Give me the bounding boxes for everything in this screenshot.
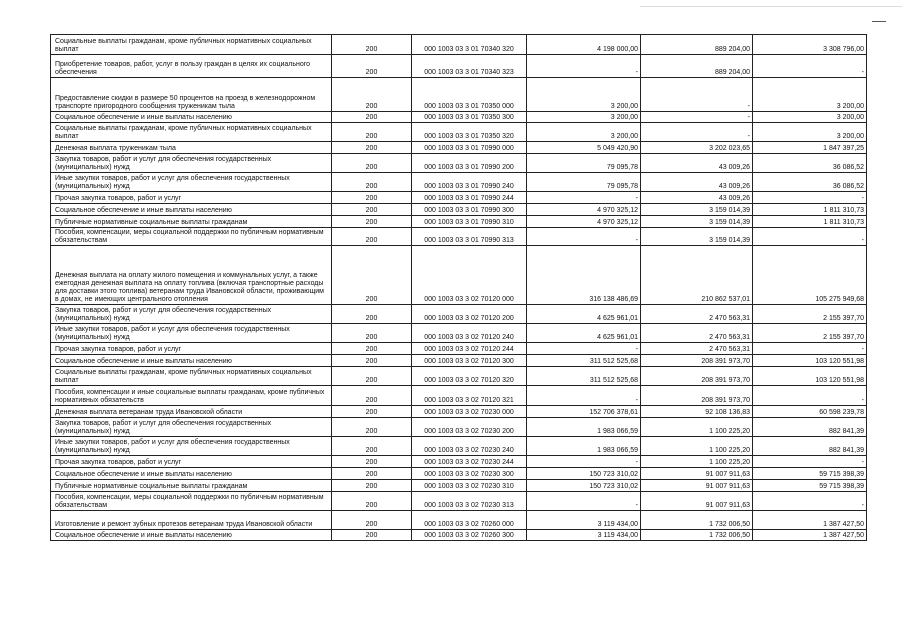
- cell-exec: 1 732 006,50: [641, 530, 753, 541]
- cell-code: 000 1003 03 3 01 70990 300: [412, 204, 527, 216]
- cell-admin: 200: [332, 367, 412, 386]
- cell-exec: 1 732 006,50: [641, 511, 753, 530]
- cell-rest: 59 715 398,39: [753, 468, 867, 480]
- table-row: [51, 406, 867, 418]
- cell-rest: 882 841,39: [753, 418, 867, 437]
- cell-plan: 79 095,78: [527, 154, 641, 173]
- cell-rest: -: [753, 228, 867, 246]
- cell-exec: 91 007 911,63: [641, 480, 753, 492]
- cell-plan: -: [527, 343, 641, 355]
- cell-name: Предоставление скидки в размере 50 процентов на проезд в железнодорожном транспорте пригородного сообщения труженикам тыла: [51, 78, 332, 112]
- cell-plan: 316 138 486,69: [527, 246, 641, 305]
- cell-exec: -: [641, 78, 753, 112]
- table-row: [51, 386, 867, 406]
- cell-admin: 200: [332, 228, 412, 246]
- cell-plan: 150 723 310,02: [527, 480, 641, 492]
- cell-code: 000 1003 03 3 01 70990 200: [412, 154, 527, 173]
- cell-plan: 311 512 525,68: [527, 367, 641, 386]
- cell-plan: 3 119 434,00: [527, 511, 641, 530]
- cell-exec: 2 470 563,31: [641, 343, 753, 355]
- table-row: [51, 112, 867, 123]
- cell-code: 000 1003 03 3 01 70350 320: [412, 123, 527, 142]
- cell-exec: 1 100 225,20: [641, 456, 753, 468]
- cell-exec: -: [641, 123, 753, 142]
- table-row: [51, 367, 867, 386]
- cell-name: Пособия, компенсации и иные социальные выплаты гражданам, кроме публичных нормативных обязательств: [51, 386, 332, 406]
- cell-rest: 1 387 427,50: [753, 511, 867, 530]
- table-row: [51, 437, 867, 456]
- cell-admin: 200: [332, 55, 412, 78]
- cell-name: Социальное обеспечение и иные выплаты населению: [51, 204, 332, 216]
- cell-exec: 889 204,00: [641, 55, 753, 78]
- cell-name: Социальные выплаты гражданам, кроме публичных нормативных социальных выплат: [51, 123, 332, 142]
- cell-code: 000 1003 03 3 02 70120 000: [412, 246, 527, 305]
- cell-name: Социальное обеспечение и иные выплаты населению: [51, 468, 332, 480]
- cell-plan: 3 119 434,00: [527, 530, 641, 541]
- cell-plan: -: [527, 492, 641, 511]
- table-row: [51, 492, 867, 511]
- cell-code: 000 1003 03 3 02 70230 200: [412, 418, 527, 437]
- cell-name: Прочая закупка товаров, работ и услуг: [51, 343, 332, 355]
- table-row: [51, 456, 867, 468]
- cell-plan: -: [527, 228, 641, 246]
- cell-name: Денежная выплата на оплату жилого помещения и коммунальных услуг, а также ежегодная денежная выплата на оплату топлива (включая транспортные расходы для доставки этого топлива) ветеранам труда Ивановской области, проживающим в домах, не имеющих центрального отопления: [51, 246, 332, 305]
- cell-admin: 200: [332, 456, 412, 468]
- cell-admin: 200: [332, 468, 412, 480]
- cell-exec: 210 862 537,01: [641, 246, 753, 305]
- cell-plan: 150 723 310,02: [527, 468, 641, 480]
- table-row: [51, 216, 867, 228]
- cell-exec: 92 108 136,83: [641, 406, 753, 418]
- cell-rest: 36 086,52: [753, 173, 867, 192]
- cell-code: 000 1003 03 3 01 70350 000: [412, 78, 527, 112]
- cell-admin: 200: [332, 437, 412, 456]
- cell-exec: 1 100 225,20: [641, 437, 753, 456]
- cell-rest: 3 200,00: [753, 123, 867, 142]
- cell-exec: 43 009,26: [641, 154, 753, 173]
- cell-code: 000 1003 03 3 02 70230 300: [412, 468, 527, 480]
- cell-name: Публичные нормативные социальные выплаты гражданам: [51, 480, 332, 492]
- cell-exec: 1 100 225,20: [641, 418, 753, 437]
- cell-admin: 200: [332, 343, 412, 355]
- cell-exec: 43 009,26: [641, 173, 753, 192]
- cell-code: 000 1003 03 3 01 70340 320: [412, 35, 527, 55]
- cell-plan: 3 200,00: [527, 78, 641, 112]
- cell-admin: 200: [332, 480, 412, 492]
- cell-admin: 200: [332, 246, 412, 305]
- cell-admin: 200: [332, 406, 412, 418]
- cell-plan: -: [527, 386, 641, 406]
- cell-plan: 1 983 066,59: [527, 418, 641, 437]
- cell-code: 000 1003 03 3 02 70260 300: [412, 530, 527, 541]
- cell-rest: 882 841,39: [753, 437, 867, 456]
- cell-code: 000 1003 03 3 01 70340 323: [412, 55, 527, 78]
- cell-admin: 200: [332, 112, 412, 123]
- cell-admin: 200: [332, 192, 412, 204]
- cell-admin: 200: [332, 154, 412, 173]
- cell-plan: 4 625 961,01: [527, 305, 641, 324]
- cell-exec: 43 009,26: [641, 192, 753, 204]
- cell-code: 000 1003 03 3 02 70230 310: [412, 480, 527, 492]
- cell-name: Иные закупки товаров, работ и услуг для обеспечения государственных (муниципальных) нужд: [51, 173, 332, 192]
- cell-rest: 60 598 239,78: [753, 406, 867, 418]
- table-row: [51, 228, 867, 246]
- cell-code: 000 1003 03 3 01 70990 240: [412, 173, 527, 192]
- cell-plan: 3 200,00: [527, 123, 641, 142]
- cell-name: Приобретение товаров, работ, услуг в пользу граждан в целях их социального обеспечения: [51, 55, 332, 78]
- cell-code: 000 1003 03 3 01 70990 313: [412, 228, 527, 246]
- cell-admin: 200: [332, 511, 412, 530]
- table-row: [51, 192, 867, 204]
- cell-admin: 200: [332, 35, 412, 55]
- cell-name: Пособия, компенсации, меры социальной поддержки по публичным нормативным обязательствам: [51, 228, 332, 246]
- cell-name: Социальные выплаты гражданам, кроме публичных нормативных социальных выплат: [51, 367, 332, 386]
- cell-rest: -: [753, 192, 867, 204]
- table-row: [51, 78, 867, 112]
- cell-exec: 3 202 023,65: [641, 142, 753, 154]
- table-row: [51, 305, 867, 324]
- cell-admin: 200: [332, 324, 412, 343]
- cell-code: 000 1003 03 3 02 70230 000: [412, 406, 527, 418]
- table-row: [51, 123, 867, 142]
- table-row: [51, 511, 867, 530]
- cell-code: 000 1003 03 3 01 70990 000: [412, 142, 527, 154]
- cell-name: Пособия, компенсации, меры социальной поддержки по публичным нормативным обязательствам: [51, 492, 332, 511]
- cell-plan: -: [527, 192, 641, 204]
- cell-code: 000 1003 03 3 02 70120 320: [412, 367, 527, 386]
- cell-rest: -: [753, 492, 867, 511]
- cell-plan: 79 095,78: [527, 173, 641, 192]
- cell-plan: 311 512 525,68: [527, 355, 641, 367]
- cell-exec: 889 204,00: [641, 35, 753, 55]
- budget-table-body: [51, 35, 867, 541]
- cell-exec: 3 159 014,39: [641, 204, 753, 216]
- cell-admin: 200: [332, 305, 412, 324]
- cell-admin: 200: [332, 530, 412, 541]
- cell-exec: 3 159 014,39: [641, 216, 753, 228]
- table-row: [51, 35, 867, 55]
- cell-name: Публичные нормативные социальные выплаты гражданам: [51, 216, 332, 228]
- table-row: [51, 246, 867, 305]
- cell-rest: 36 086,52: [753, 154, 867, 173]
- cell-plan: 5 049 420,90: [527, 142, 641, 154]
- cell-name: Социальное обеспечение и иные выплаты населению: [51, 355, 332, 367]
- cell-name: Закупка товаров, работ и услуг для обеспечения государственных (муниципальных) нужд: [51, 154, 332, 173]
- table-row: [51, 343, 867, 355]
- cell-admin: 200: [332, 142, 412, 154]
- cell-code: 000 1003 03 3 02 70120 200: [412, 305, 527, 324]
- cell-admin: 200: [332, 123, 412, 142]
- cell-admin: 200: [332, 216, 412, 228]
- corner-mark: [872, 21, 886, 22]
- cell-admin: 200: [332, 204, 412, 216]
- cell-exec: 91 007 911,63: [641, 492, 753, 511]
- budget-table: [50, 34, 867, 541]
- cell-name: Социальные выплаты гражданам, кроме публичных нормативных социальных выплат: [51, 35, 332, 55]
- cell-name: Закупка товаров, работ и услуг для обеспечения государственных (муниципальных) нужд: [51, 305, 332, 324]
- cell-plan: 4 625 961,01: [527, 324, 641, 343]
- cell-rest: 2 155 397,70: [753, 324, 867, 343]
- cell-code: 000 1003 03 3 02 70120 244: [412, 343, 527, 355]
- table-row: [51, 154, 867, 173]
- cell-name: Иные закупки товаров, работ и услуг для обеспечения государственных (муниципальных) нужд: [51, 324, 332, 343]
- cell-name: Денежная выплата труженикам тыла: [51, 142, 332, 154]
- cell-rest: 1 811 310,73: [753, 216, 867, 228]
- cell-code: 000 1003 03 3 02 70230 313: [412, 492, 527, 511]
- cell-plan: 152 706 378,61: [527, 406, 641, 418]
- cell-name: Прочая закупка товаров, работ и услуг: [51, 456, 332, 468]
- cell-code: 000 1003 03 3 01 70990 244: [412, 192, 527, 204]
- table-row: [51, 173, 867, 192]
- cell-rest: 105 275 949,68: [753, 246, 867, 305]
- cell-rest: 1 847 397,25: [753, 142, 867, 154]
- cell-code: 000 1003 03 3 02 70120 240: [412, 324, 527, 343]
- table-row: [51, 418, 867, 437]
- table-row: [51, 324, 867, 343]
- top-edge-line: [640, 6, 902, 7]
- cell-plan: 3 200,00: [527, 112, 641, 123]
- cell-code: 000 1003 03 3 01 70350 300: [412, 112, 527, 123]
- cell-rest: -: [753, 343, 867, 355]
- cell-rest: 3 308 796,00: [753, 35, 867, 55]
- cell-name: Иные закупки товаров, работ и услуг для обеспечения государственных (муниципальных) нужд: [51, 437, 332, 456]
- cell-rest: -: [753, 386, 867, 406]
- cell-rest: 2 155 397,70: [753, 305, 867, 324]
- cell-plan: 4 198 000,00: [527, 35, 641, 55]
- cell-rest: -: [753, 456, 867, 468]
- cell-code: 000 1003 03 3 02 70230 240: [412, 437, 527, 456]
- table-row: [51, 355, 867, 367]
- cell-code: 000 1003 03 3 02 70120 321: [412, 386, 527, 406]
- table-row: [51, 204, 867, 216]
- cell-rest: 3 200,00: [753, 78, 867, 112]
- cell-plan: 4 970 325,12: [527, 204, 641, 216]
- cell-plan: 1 983 066,59: [527, 437, 641, 456]
- cell-rest: 103 120 551,98: [753, 367, 867, 386]
- cell-admin: 200: [332, 78, 412, 112]
- cell-rest: -: [753, 55, 867, 78]
- cell-plan: -: [527, 55, 641, 78]
- table-row: [51, 530, 867, 541]
- cell-admin: 200: [332, 492, 412, 511]
- cell-admin: 200: [332, 386, 412, 406]
- cell-name: Закупка товаров, работ и услуг для обеспечения государственных (муниципальных) нужд: [51, 418, 332, 437]
- cell-name: Социальное обеспечение и иные выплаты населению: [51, 112, 332, 123]
- cell-name: Прочая закупка товаров, работ и услуг: [51, 192, 332, 204]
- cell-exec: -: [641, 112, 753, 123]
- cell-exec: 3 159 014,39: [641, 228, 753, 246]
- table-row: [51, 142, 867, 154]
- cell-code: 000 1003 03 3 02 70260 000: [412, 511, 527, 530]
- cell-admin: 200: [332, 355, 412, 367]
- cell-plan: 4 970 325,12: [527, 216, 641, 228]
- cell-admin: 200: [332, 418, 412, 437]
- cell-exec: 91 007 911,63: [641, 468, 753, 480]
- cell-exec: 208 391 973,70: [641, 355, 753, 367]
- table-row: [51, 468, 867, 480]
- cell-code: 000 1003 03 3 02 70230 244: [412, 456, 527, 468]
- cell-rest: 103 120 551,98: [753, 355, 867, 367]
- table-row: [51, 55, 867, 78]
- cell-exec: 208 391 973,70: [641, 367, 753, 386]
- cell-name: Изготовление и ремонт зубных протезов ветеранам труда Ивановской области: [51, 511, 332, 530]
- cell-exec: 2 470 563,31: [641, 324, 753, 343]
- cell-admin: 200: [332, 173, 412, 192]
- cell-rest: 1 387 427,50: [753, 530, 867, 541]
- cell-rest: 1 811 310,73: [753, 204, 867, 216]
- cell-plan: -: [527, 456, 641, 468]
- cell-code: 000 1003 03 3 01 70990 310: [412, 216, 527, 228]
- cell-rest: 3 200,00: [753, 112, 867, 123]
- cell-exec: 2 470 563,31: [641, 305, 753, 324]
- table-row: [51, 480, 867, 492]
- cell-exec: 208 391 973,70: [641, 386, 753, 406]
- cell-name: Денежная выплата ветеранам труда Ивановской области: [51, 406, 332, 418]
- cell-name: Социальное обеспечение и иные выплаты населению: [51, 530, 332, 541]
- cell-rest: 59 715 398,39: [753, 480, 867, 492]
- cell-code: 000 1003 03 3 02 70120 300: [412, 355, 527, 367]
